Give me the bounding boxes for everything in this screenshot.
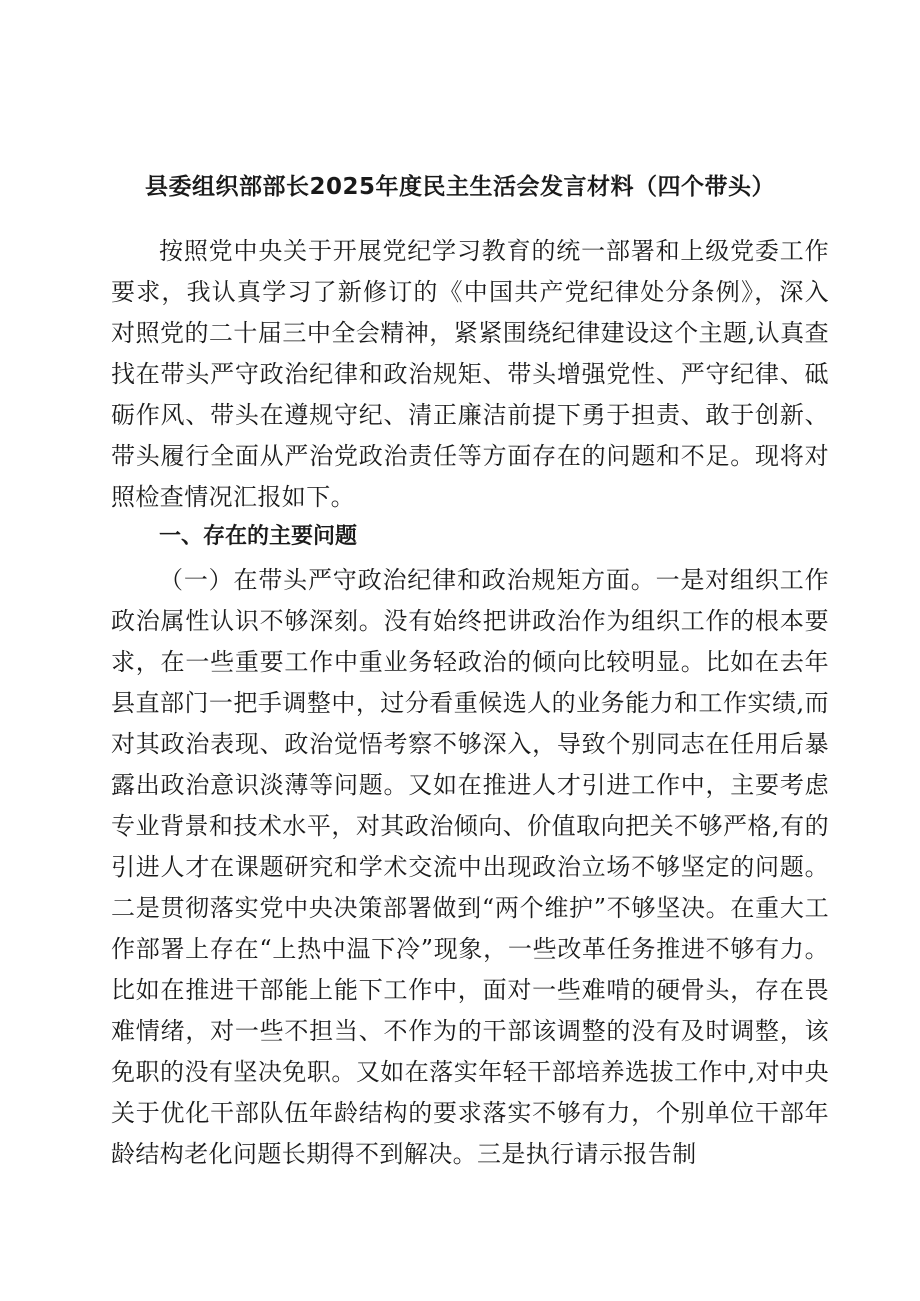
section-heading: 一、存在的主要问题 xyxy=(159,524,358,549)
subsection-paragraph: （一）在带头严守政治纪律和政治规矩方面。一是对组织工作政治属性认识不够深刻。没有始终把讲政治作为组织工作的根本要求，在一些重要工作中重业务轻政治的倾向比较明显。比如在去年县直部门一把手调整中，过分看重候选人的业务能力和工作实绩,而对其政治表现、政治觉悟考察不够深入，导致个别同志在任用后暴露出政治意识淡薄等问题。又如在推进人才引进工作中，主要考虑专业背景和技术水平，对其政治倾向、价值取向把关不够严格,有的引进人才在课题研究和学术交流中出现政治立场不够坚定的问题。二是贯彻落实党中央决策部署做到“两个维护”不够坚决。在重大工作部署上存在“上热中温下冷”现象，一些改革任务推进不够有力。比如在推进干部能上能下工作中，面对一些难啃的硬骨头，存在畏难情绪，对一些不担当、不作为的干部该调整的没有及时调整，该免职的没有坚决免职。又如在落实年轻干部培养选拔工作中,对中央关于优化干部队伍年龄结构的要求落实不够有力，个别单位干部年龄结构老化问题长期得不到解决。三是执行请示报告制 xyxy=(111,566,829,1168)
document-title: 县委组织部部长2025年度民主生活会发言材料（四个带头） xyxy=(144,174,775,200)
intro-section xyxy=(111,231,829,518)
intro-paragraph: 按照党中央关于开展党纪学习教育的统一部署和上级党委工作要求，我认真学习了新修订的《中国共产党纪律处分条例》，深入对照党的二十届三中全会精神，紧紧围绕纪律建设这个主题,认真查找在带头严守政治纪律和政治规矩、带头增强党性、严守纪律、砥砺作风、带头在遵规守纪、清正廉洁前提下勇于担责、敢于创新、带头履行全面从严治党政治责任等方面存在的问题和不足。现将对照检查情况汇报如下。 xyxy=(111,237,829,511)
subsection-section xyxy=(111,560,829,1175)
